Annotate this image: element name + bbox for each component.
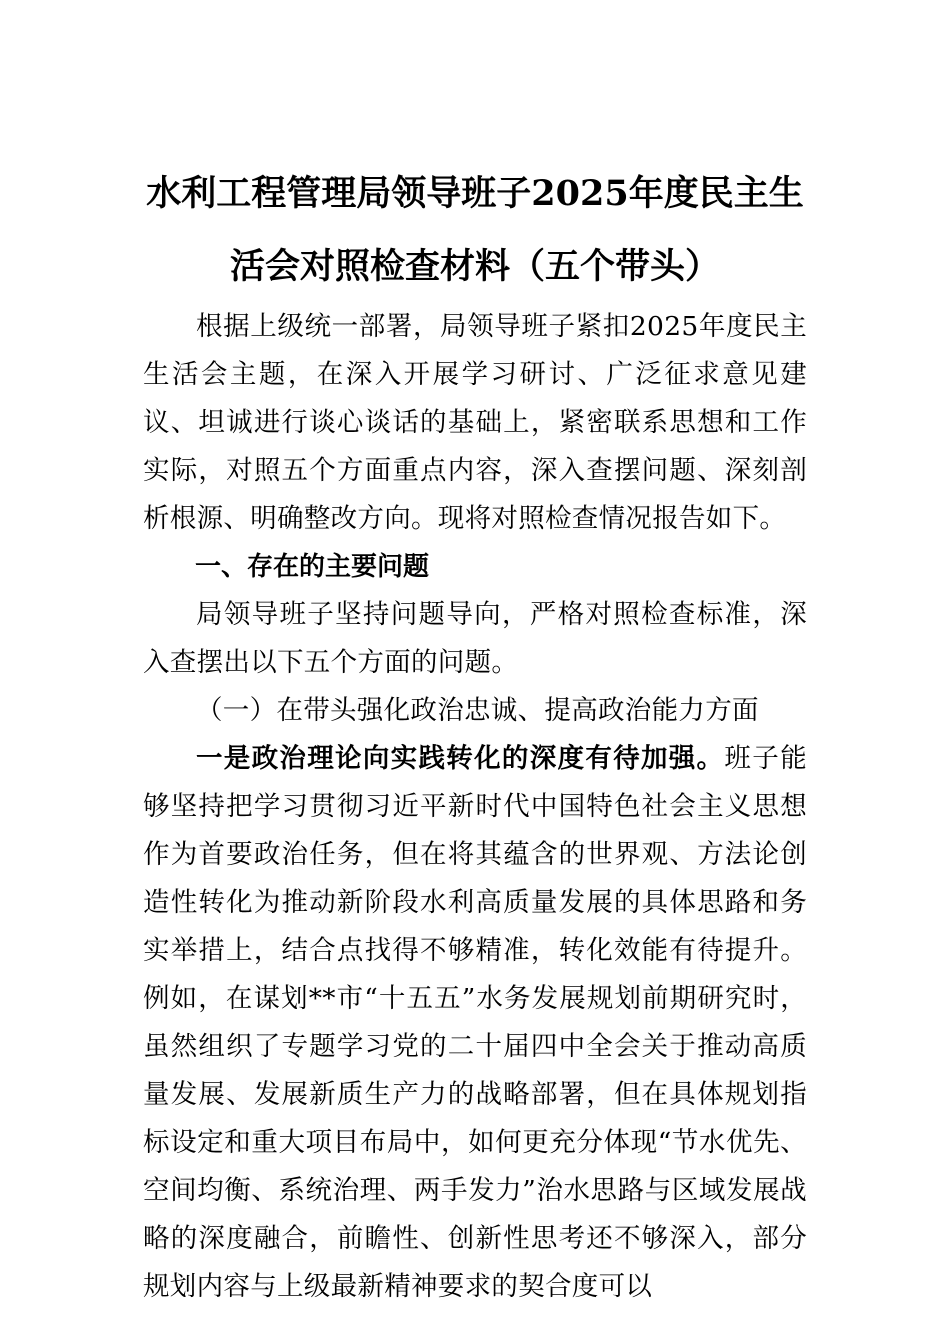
page-title-text: 水利工程管理局领导班子2025年度民主生活会对照检查材料（五个带头） <box>146 173 804 287</box>
paragraph-item-one <box>143 735 807 1311</box>
heading-level2-political-loyalty: （一）在带头强化政治忠诚、提高政治能力方面 <box>196 695 759 726</box>
document-content <box>143 0 807 1311</box>
heading-level1-existing-problems: 一、存在的主要问题 <box>195 552 430 582</box>
page-title <box>143 0 807 303</box>
item-one-lead-in: 一是政治理论向实践转化的深度有待加强。 <box>196 743 725 774</box>
item-one-body: 班子能够坚持把学习贯彻习近平新时代中国特色社会主义思想作为首要政治任务，但在将其蕴含的世界观、方法论创造性转化为推动新阶段水利高质量发展的具体思路和务实举措上，结合点找得不够精准，转化效能有待提升。例如，在谋划**市“十五五”水务发展规划前期研究时，虽然组织了专题学习党的二十届四中全会关于推动高质量发展、发展新质生产力的战略部署，但在具体规划指标设定和重大项目布局中，如何更充分体现“节水优先、空间均衡、系统治理、两手发力”治水思路与区域发展战略的深度融合，前瞻性、创新性思考还不够深入，部分规划内容与上级最新精神要求的契合度可以 <box>143 743 807 1302</box>
intro-paragraph: 根据上级统一部署，局领导班子紧扣2025年度民主生活会主题，在深入开展学习研讨、广泛征求意见建议、坦诚进行谈心谈话的基础上，紧密联系思想和工作实际，对照五个方面重点内容，深入查摆问题、深刻剖析根源、明确整改方向。现将对照检查情况报告如下。 <box>143 311 807 534</box>
paragraph-problems-overview: 局领导班子坚持问题导向，严格对照检查标准，深入查摆出以下五个方面的问题。 <box>143 599 807 678</box>
